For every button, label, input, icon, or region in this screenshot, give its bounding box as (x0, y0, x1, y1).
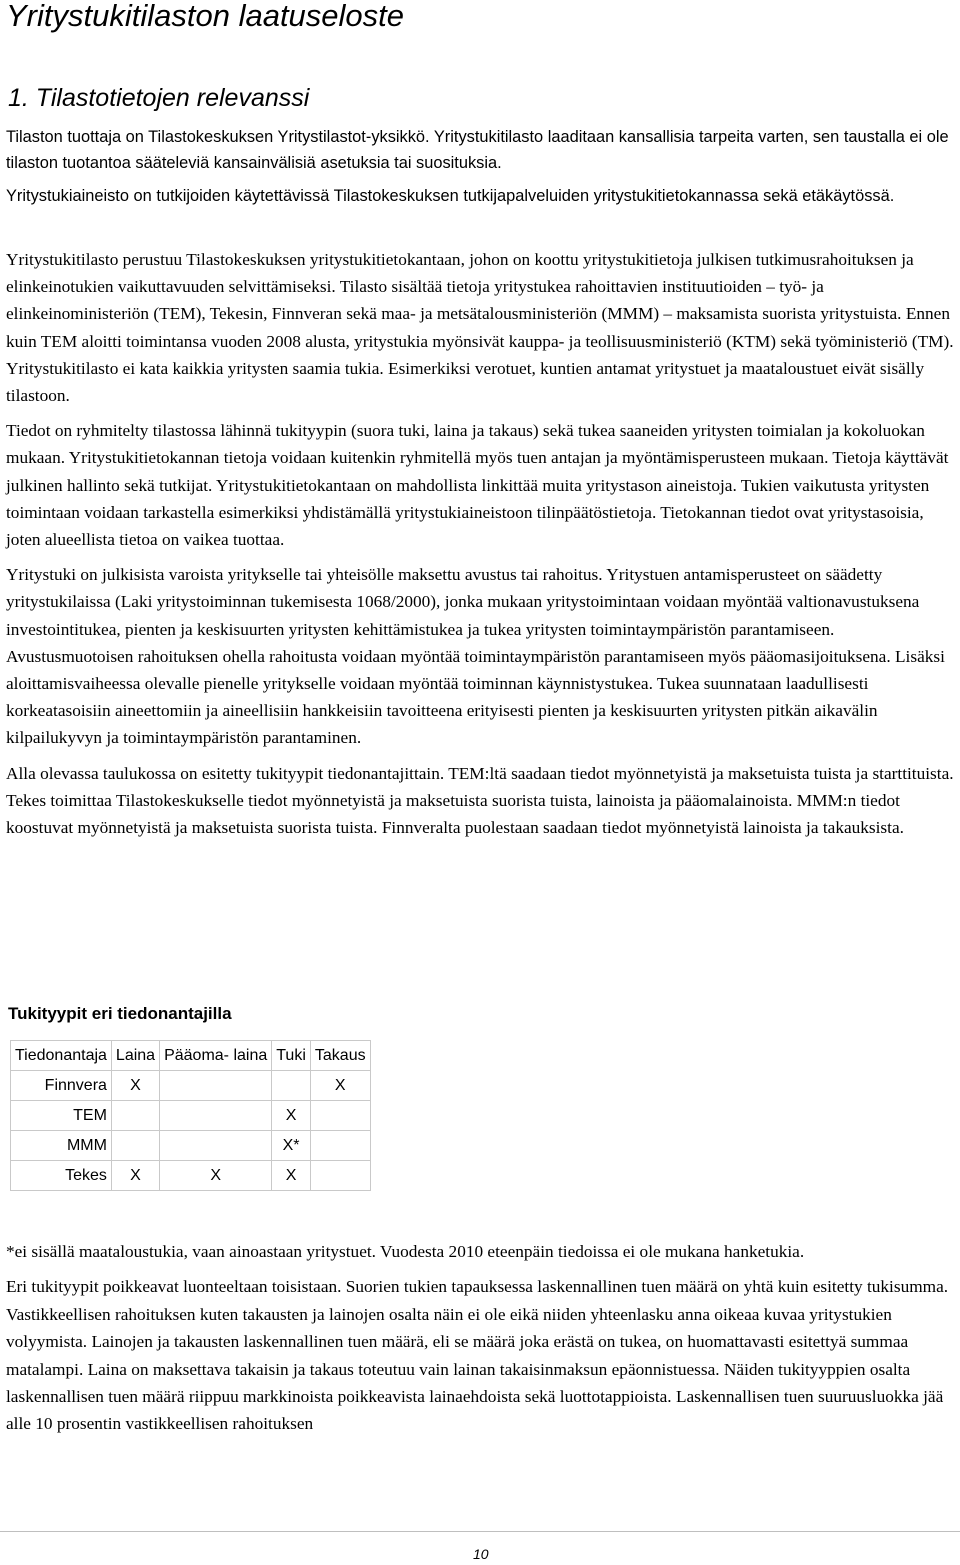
table-cell (160, 1131, 272, 1161)
support-type-table (10, 1040, 371, 1191)
table-cell: X (111, 1161, 159, 1191)
table-title: Tukityypit eri tiedonantajilla (8, 1004, 232, 1023)
column-header: Pääoma- laina (160, 1041, 272, 1071)
table-cell: X* (272, 1131, 311, 1161)
intro-section (6, 124, 956, 216)
body-paragraph: Eri tukityypit poikkeavat luonteeltaan toisistaan. Suorien tukien tapauksessa laskennallinen tuen määrä on yhtä kuin esitetty tukisumma. Vastikkeellisen rahoituksen kuten takausten ja lainojen osalta näin ei ole eikä niiden yhteenlasku anna oikeaa kuvaa yritystukien volyymista. Lainojen ja takausten laskennallinen tuen määrä, eli se määrä joka erästä on tukea, on huomattavasti esitettyä summaa matalampi. Laina on maksettava takaisin ja takaus toteutuu vain lainan takaisinmaksun epäonnistuessa. Näiden tukityyppien osalta laskennallisen tuen määrä riippuu markkinoista poikkeavista lainaehdoista sekä luottotappioista. Laskennallisen tuen suuruusluokka jää alle 10 prosentin vastikkeellisen rahoituksen (6, 1277, 949, 1434)
row-label: MMM (11, 1131, 112, 1161)
table-cell (310, 1101, 370, 1131)
table-cell: X (310, 1071, 370, 1101)
body-paragraph: Yritystukitilasto perustuu Tilastokeskuksen yritystukitietokantaan, johon on koottu yritystukitietoja julkisen tutkimusrahoituksen ja elinkeinotukien vaikuttavuuden selvittämiseksi. Tilasto sisältää tietoja yritystukea rahoittavien instituutioiden – työ- ja elinkeinoministeriön (TEM), Tekesin, Finnveran sekä maa- ja metsätalousministeriön (MMM) – maksamista suorista yritystuista. Ennen kuin TEM aloitti toimintansa vuoden 2008 alusta, yritystukia myönsivät kauppa- ja teollisuusministeriö (KTM) sekä työministeriö (TM). Yritystukitilasto ei kata kaikkia yritysten saamia tukia. Esimerkiksi verotuet, kuntien antamat yritystuet ja maataloustuet eivät sisälly tilastoon. (6, 250, 954, 406)
table-cell (111, 1101, 159, 1131)
table-cell: X (111, 1071, 159, 1101)
intro-paragraph: Tilaston tuottaja on Tilastokeskuksen Yritystilastot-yksikkö. Yritystukitilasto laaditaan kansallisia tarpeita varten, sen taustalla ei ole tilaston tuotantoa sääteleviä kansainvälisiä asetuksia tai suosituksia. (6, 128, 949, 172)
row-label: Tekes (11, 1161, 112, 1191)
column-header: Laina (111, 1041, 159, 1071)
column-header: Tuki (272, 1041, 311, 1071)
table-cell (111, 1131, 159, 1161)
page-number: 10 (473, 1546, 489, 1562)
row-label: TEM (11, 1101, 112, 1131)
table-cell (160, 1101, 272, 1131)
table-row (11, 1131, 371, 1161)
column-header: Takaus (310, 1041, 370, 1071)
table-row (11, 1101, 371, 1131)
table-cell (160, 1071, 272, 1101)
notes-section (6, 1238, 956, 1446)
footnote-paragraph: *ei sisällä maataloustukia, vaan ainoastaan yritystuet. Vuodesta 2010 eteenpäin tiedoissa ei ole mukana hanketukia. (6, 1242, 805, 1261)
table-cell (272, 1071, 311, 1101)
table-cell (310, 1131, 370, 1161)
table-cell (310, 1161, 370, 1191)
body-paragraph: Tiedot on ryhmitelty tilastossa lähinnä tukityypin (suora tuki, laina ja takaus) sekä tukea saaneiden yritysten toimialan ja kokoluokan mukaan. Yritystukitietokannan tietoja voidaan kuitenkin ryhmitellä myös tuen antajan ja myöntämisperusteen mukaan. Tietoja käyttävät julkinen hallinto sekä tutkijat. Yritystukitietokantaan on mahdollista linkittää muita yritystason aineistoja. Tukien vaikutusta yritysten toimintaan voidaan tarkastella esimerkiksi yhdistämällä yritystukiaineistoon tilinpäätöstietoja. Tietokannan tiedot ovat yritystasoisia, joten alueellista tietoa on vaikea tuottaa. (6, 421, 949, 550)
section-heading: 1. Tilastotietojen relevanssi (8, 84, 310, 112)
intro-paragraph: Yritystukiaineisto on tutkijoiden käytettävissä Tilastokeskuksen tutkijapalveluiden yritystukitietokannassa sekä etäkäytössä. (6, 187, 895, 205)
table-cell: X (272, 1161, 311, 1191)
table-cell: X (272, 1101, 311, 1131)
table-header-row (11, 1041, 371, 1071)
document-title: Yritystukitilaston laatuseloste (6, 0, 405, 33)
body-paragraph: Yritystuki on julkisista varoista yritykselle tai yhteisölle maksettu avustus tai rahoitus. Yritystuen antamisperusteet on säädetty yritystukilaissa (Laki yritystoiminnan tukemisesta 1068/2000), jonka mukaan yritystoimintaan voidaan myöntää valtionavustuksena investointitukea, pienten ja keskisuurten yritysten kehittämistukea ja tukea yritysten toimintaympäristön parantamiseen. Avustusmuotoisen rahoituksen ohella rahoitusta voidaan myöntää toimintaympäristön parantamiseen myös pääomasijoituksena. Lisäksi aloittamisvaiheessa olevalle pienelle yritykselle voidaan myöntää toiminnan käynnistystukea. Tukea suunnataan laadullisesti korkeatasoisiin aineettomiin ja aineellisiin hankkeisiin tavoitteena erityisesti pienten ja keskisuurten yritysten pitkän aikavälin kilpailukyvyn ja toimintaympäristön parantaminen. (6, 565, 945, 748)
footer-divider (0, 1531, 960, 1532)
body-section (6, 246, 956, 849)
column-header: Tiedonantaja (11, 1041, 112, 1071)
body-paragraph: Alla olevassa taulukossa on esitetty tukityypit tiedonantajittain. TEM:ltä saadaan tiedot myönnetyistä ja maksetuista tuista ja starttituista. Tekes toimittaa Tilastokeskukselle tiedot myönnetyistä ja maksetuista suorista tuista, lainoista ja pääomalainoista. MMM:n tiedot koostuvat myönnetyistä ja maksetuista suorista tuista. Finnveralta puolestaan saadaan tiedot myönnetyistä lainoista ja takauksista. (6, 763, 954, 838)
table-row (11, 1161, 371, 1191)
table-row (11, 1071, 371, 1101)
row-label: Finnvera (11, 1071, 112, 1101)
table-cell: X (160, 1161, 272, 1191)
